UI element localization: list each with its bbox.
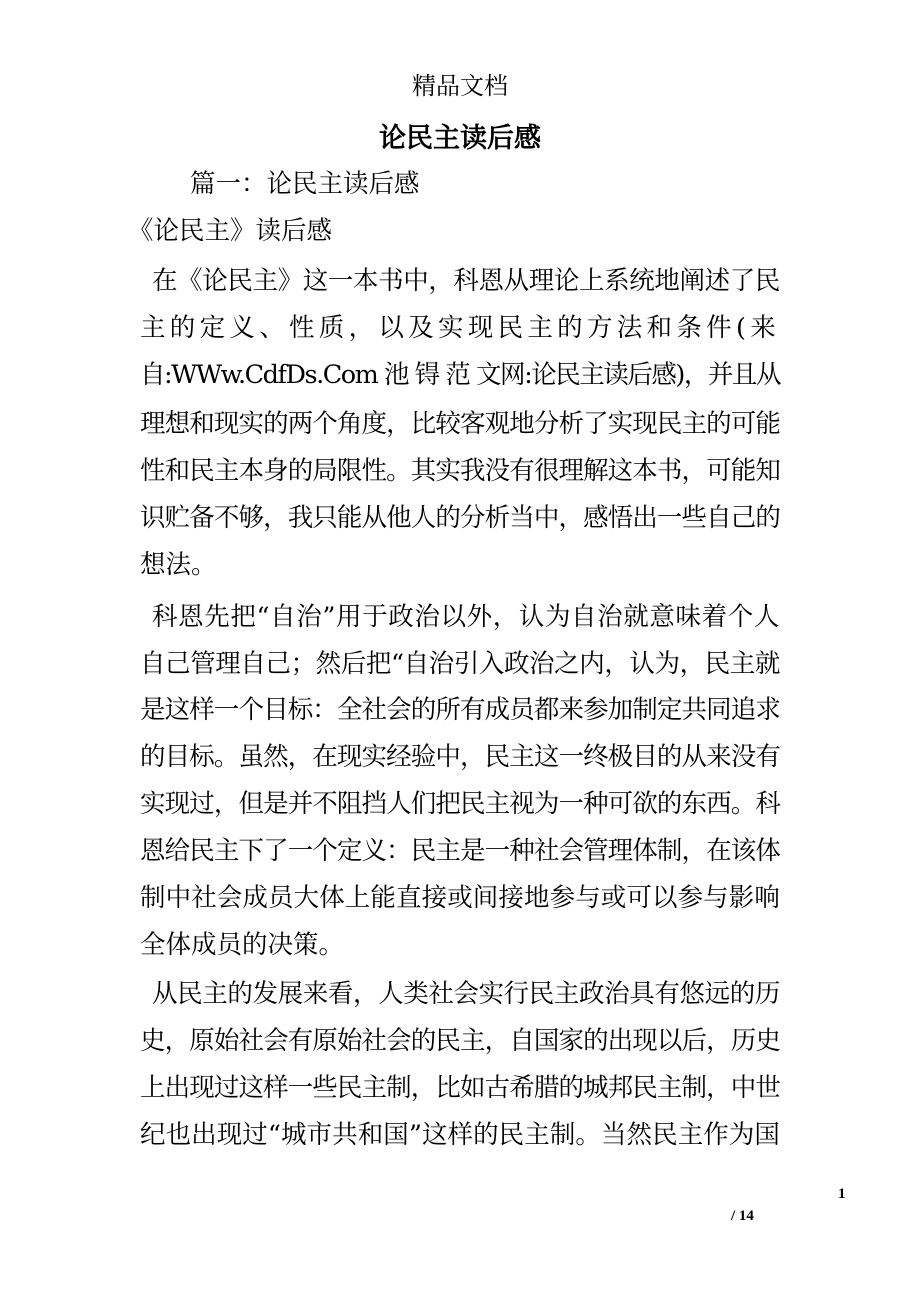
section-heading: 篇一：论民主读后感 <box>190 169 420 199</box>
body-line: 想法。 <box>140 550 217 580</box>
body-line: 理想和现实的两个角度，比较客观地分析了实现民主的可能 <box>140 409 780 439</box>
page-header: 精品文档 <box>412 72 508 100</box>
body-line: 性和民主本身的局限性。其实我没有很理解这本书，可能知 <box>140 456 780 486</box>
body-line: 的目标。虽然，在现实经验中，民主这一终极目的从来没有 <box>140 742 780 772</box>
subtitle: 《论民主》读后感 <box>128 216 333 246</box>
body-line: 自:WWw.CdfDs.Com 池 锝 范 文网:论民主读后感)，并且从 <box>140 360 780 390</box>
document-title: 论民主读后感 <box>379 123 541 154</box>
body-line: 史，原始社会有原始社会的民主，自国家的出现以后，历史 <box>140 1026 780 1056</box>
body-line: 恩给民主下了一个定义：民主是一种社会管理体制，在该体 <box>140 836 780 866</box>
body-line: 实现过，但是并不阻挡人们把民主视为一种可欲的东西。科 <box>140 789 780 819</box>
page-total: / 14 <box>731 1208 754 1224</box>
body-line: 主的定义、性质，以及实现民主的方法和条件(来 <box>140 313 780 343</box>
body-line: 科恩先把“自治”用于政治以外，认为自治就意味着个人 <box>152 602 780 632</box>
body-line: 在《论民主》这一本书中，科恩从理论上系统地阐述了民 <box>152 266 780 296</box>
page-number: 1 <box>838 1186 846 1202</box>
body-line: 纪也出现过“城市共和国”这样的民主制。当然民主作为国 <box>140 1120 780 1150</box>
body-line: 全体成员的决策。 <box>140 930 345 960</box>
body-line: 上出现过这样一些民主制，比如古希腊的城邦民主制，中世 <box>140 1073 780 1103</box>
body-line: 识贮备不够，我只能从他人的分析当中，感悟出一些自己的 <box>140 503 780 533</box>
body-line: 从民主的发展来看，人类社会实行民主政治具有悠远的历 <box>152 979 780 1009</box>
body-line: 制中社会成员大体上能直接或间接地参与或可以参与影响 <box>140 883 780 913</box>
body-line: 是这样一个目标：全社会的所有成员都来参加制定共同追求 <box>140 695 780 725</box>
body-line: 自己管理自己；然后把“自治引入政治之内，认为，民主就 <box>140 649 780 679</box>
